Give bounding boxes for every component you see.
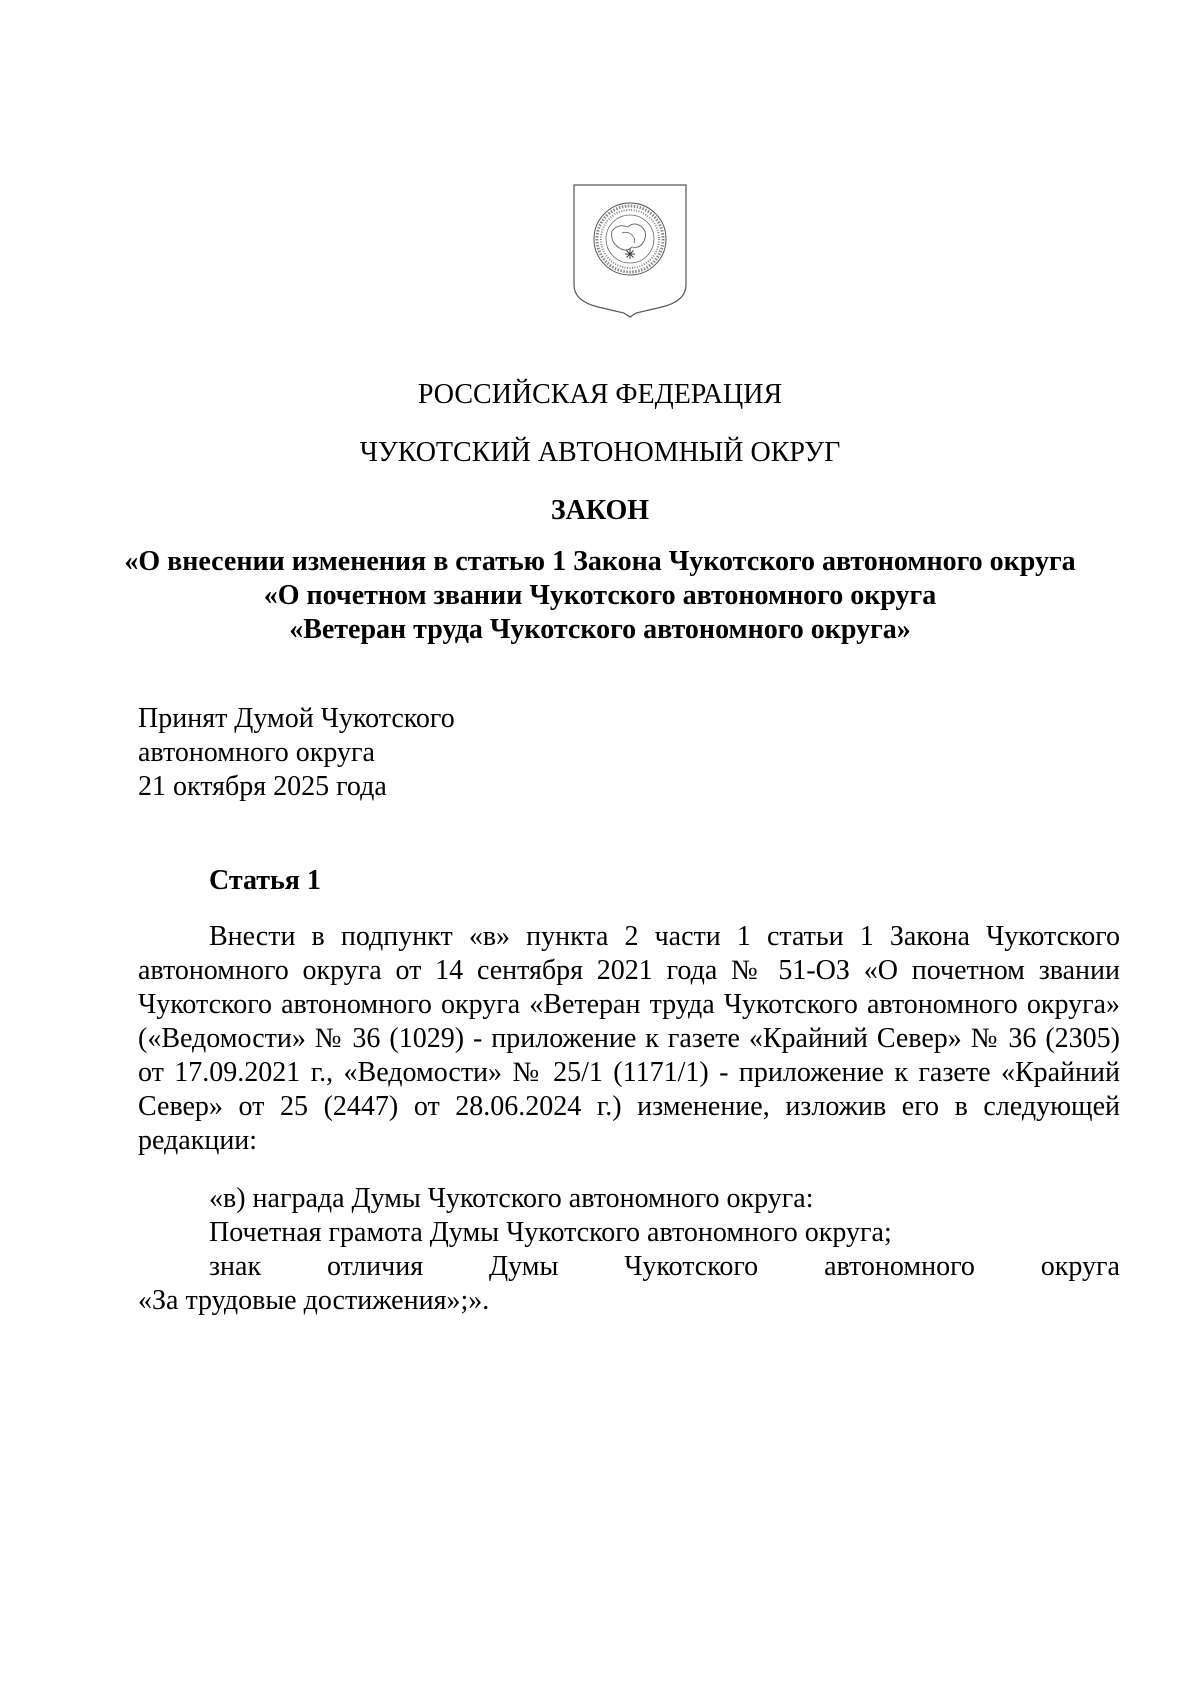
amendment-line-spread — [138, 1250, 1120, 1284]
adoption-date: 21 октября 2025 года — [138, 771, 387, 802]
article-heading: Статья 1 — [209, 865, 321, 896]
amendment-word: автономного — [824, 1251, 975, 1282]
law-title-line: «О почетном звании Чукотского автономного округа — [263, 580, 937, 611]
amendment-line: «За трудовые достижения»;». — [138, 1285, 490, 1316]
country-name: РОССИЙСКАЯ ФЕДЕРАЦИЯ — [417, 379, 783, 410]
amendment-line: «в) награда Думы Чукотского автономного округа: — [209, 1183, 814, 1214]
amendment-text — [138, 1182, 1120, 1318]
amendment-line: Почетная грамота Думы Чукотского автономного округа; — [209, 1217, 892, 1248]
amendment-word: Думы — [489, 1251, 559, 1282]
article-body: Внести в подпункт «в» пункта 2 части 1 статьи 1 Закона Чукотского автономного округа от 14 сентября 2021 года № 51-ОЗ «О почетном звании Чукотского автономного округа «Ветеран труда Чукотского автономного округа» («Ведомости» № 36 (1029) - приложение к газете «Крайний Север» № 36 (2305) от 17.09.2021 г., «Ведомости» № 25/1 (1171/1) - приложение к газете «Крайний Север» от 25 (2447) от 28.06.2024 г.) изменение, изложив его в следующей редакции: — [138, 921, 1120, 1156]
adoption-note — [138, 702, 455, 804]
adoption-line: автономного округа — [138, 737, 375, 768]
region-name: ЧУКОТСКИЙ АВТОНОМНЫЙ ОКРУГ — [359, 437, 841, 468]
amendment-word: отличия — [327, 1251, 424, 1282]
amendment-word: округа — [1040, 1251, 1120, 1282]
law-title-line: «О внесении изменения в статью 1 Закона Чукотского автономного округа — [124, 546, 1076, 577]
document-type: ЗАКОН — [550, 495, 650, 526]
amendment-word: знак — [209, 1251, 262, 1282]
coat-of-arms-icon — [572, 183, 688, 331]
law-title — [0, 545, 1200, 647]
adoption-line: Принят Думой Чукотского — [138, 703, 455, 734]
amendment-word: Чукотского — [624, 1251, 759, 1282]
law-title-line: «Ветеран труда Чукотского автономного округа» — [289, 614, 911, 645]
